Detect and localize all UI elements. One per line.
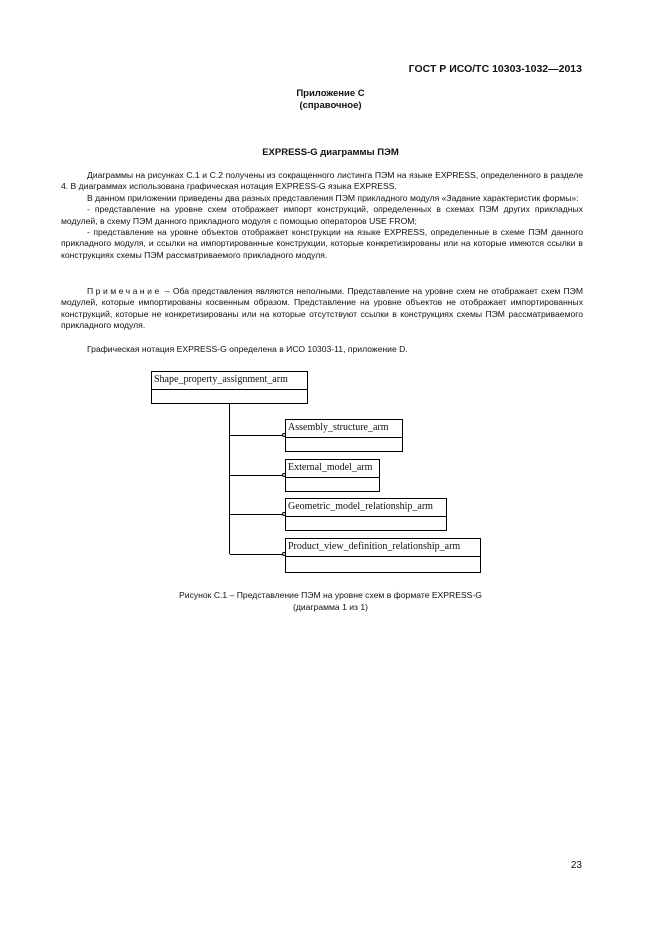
paragraph: - представление на уровне схем отображает импорт конструкций, определенных в схемах ПЭМ других прикладных модулей, в схему ПЭМ данного прикладного модуля с помощью операторов USE FROM; [61, 204, 583, 226]
document-code: ГОСТ Р ИСО/ТС 10303-1032—2013 [408, 63, 582, 75]
annex-subtitle: (справочное) [299, 100, 362, 111]
figure-caption [0, 589, 661, 613]
schema-box [285, 538, 481, 573]
connector-branch [230, 475, 283, 476]
note-paragraph [61, 286, 583, 332]
note-label: Примечание [87, 286, 162, 296]
caption-line: Рисунок С.1 – Представление ПЭМ на уровне схем в формате EXPRESS-G [179, 590, 482, 600]
schema-name: Shape_property_assignment_arm [152, 372, 307, 390]
connector-branch [230, 554, 283, 555]
paragraph: В данном приложении приведены два разных представления ПЭМ прикладного модуля «Задание характеристик формы»: [87, 192, 579, 203]
schema-name: External_model_arm [286, 460, 379, 478]
annex-heading [0, 88, 661, 112]
notation-reference [61, 344, 583, 355]
caption-line: (диаграмма 1 из 1) [292, 602, 369, 612]
connector-branch [230, 435, 283, 436]
schema-box-root [151, 371, 308, 404]
schema-name: Geometric_model_relationship_arm [286, 499, 446, 517]
connector-branch [230, 514, 283, 515]
paragraph: Диаграммы на рисунках С.1 и С.2 получены из сокращенного листинга ПЭМ на языке EXPRESS, определенного в разделе 4. В диаграммах использована графическая нотация EXPRESS-G языка EXPRESS. [61, 170, 583, 192]
schema-box [285, 459, 380, 492]
schema-name: Assembly_structure_arm [286, 420, 402, 438]
schema-name: Product_view_definition_relationship_arm [286, 539, 480, 557]
paragraph: - представление на уровне объектов отображает конструкции на языке EXPRESS, определенные в схеме ПЭМ данного прикладного модуля, и ссылки на импортированные конструкции, которые конкретизированы или на которые имеются ссылки в конструкциях схемы ПЭМ рассматриваемого прикладного модуля. [61, 227, 583, 260]
intro-text [61, 170, 583, 261]
note-text: – Оба представления являются неполными. Представление на уровне схем не отображает схем ПЭМ модулей, которые импортированы косвенным образом. Представление на уровне объектов не отображает импортированных конструкций, которые не конкретизированы или на которые отсутствуют ссылки в конструкциях схемы ПЭМ рассматриваемого прикладного модуля. [61, 286, 583, 331]
schema-box [285, 419, 403, 452]
annex-title: Приложение С [296, 88, 365, 99]
section-title: EXPRESS-G диаграммы ПЭМ [262, 147, 399, 158]
page-number: 23 [570, 860, 582, 871]
schema-box [285, 498, 447, 531]
paragraph: Графическая нотация EXPRESS-G определена в ИСО 10303-11, приложение D. [87, 344, 408, 354]
connector-trunk [229, 404, 230, 554]
note [61, 286, 583, 332]
